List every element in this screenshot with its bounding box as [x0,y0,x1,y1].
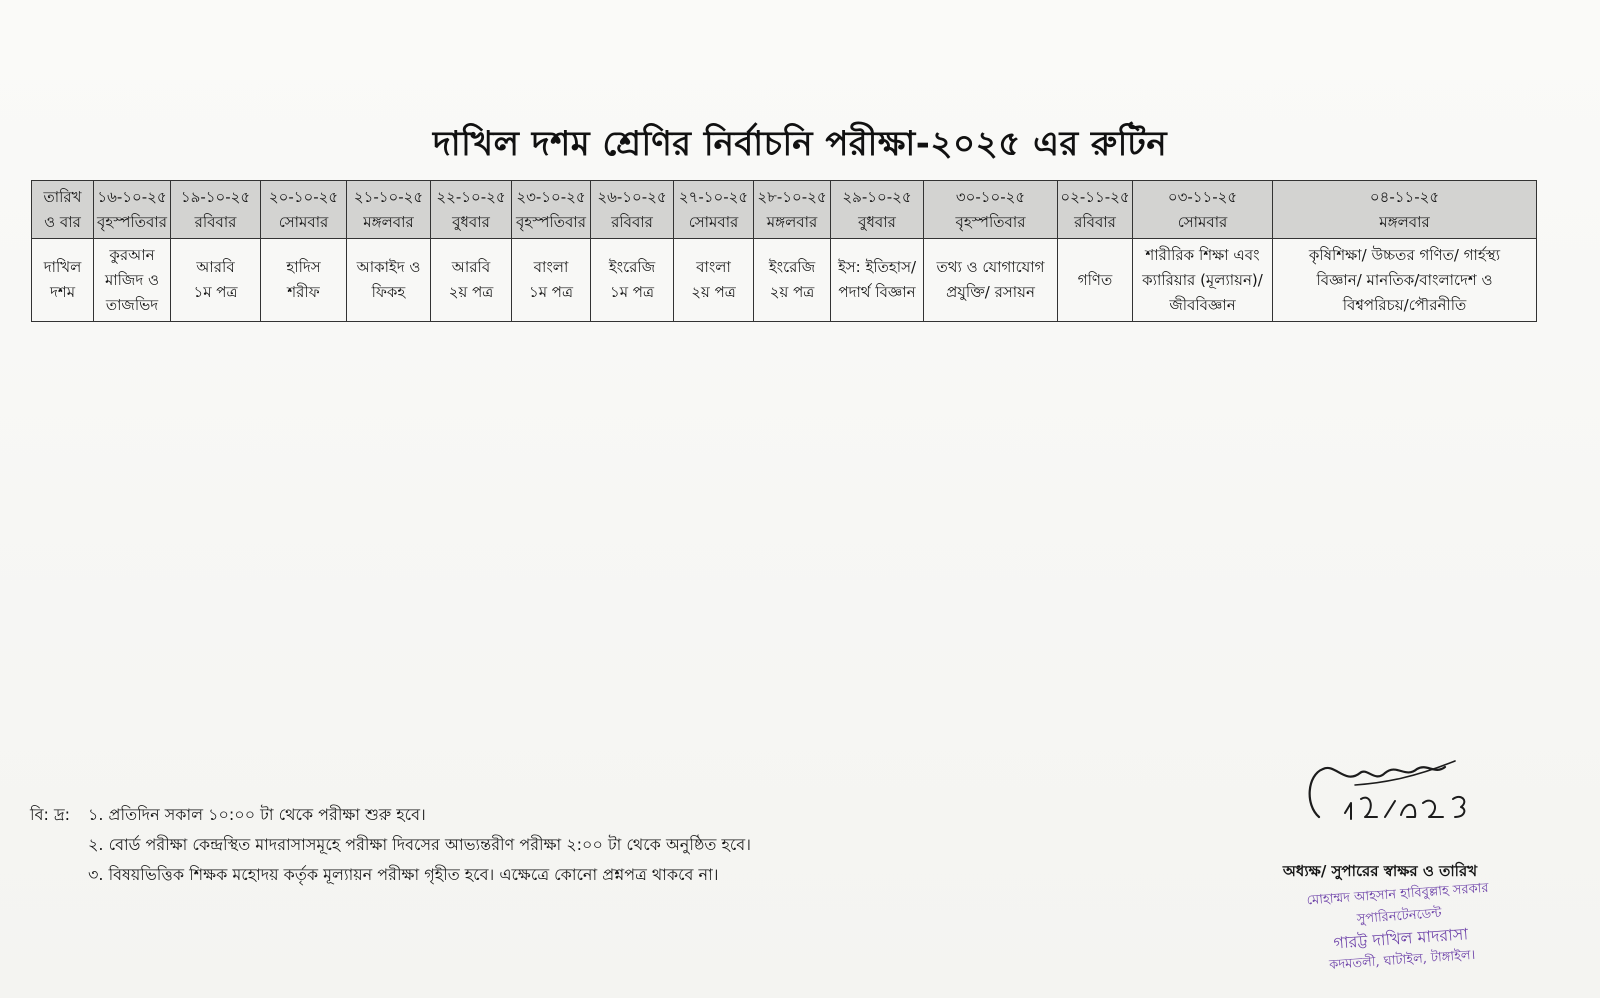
subject-line: হাদিস [286,258,321,276]
row-label-line: দশম [49,283,76,301]
note-item: ১. প্রতিদিন সকাল ১০:০০ টা থেকে পরীক্ষা শুরু হবে। [88,805,426,824]
subject-line: বিশ্বপরিচয়/পৌরনীতি [1342,295,1467,314]
exam-date: ৩০-১০-২৫ [955,187,1026,206]
exam-day: রবিবার [194,212,237,231]
subject-line: আরবি [196,258,235,276]
subject-cell [512,239,591,322]
subject-line: পদার্থ বিজ্ঞান [838,283,916,301]
exam-day: সোমবার [278,212,329,231]
exam-day: সোমবার [1177,212,1228,231]
row-label-cell [32,239,94,322]
subject-line: ফিকহ [371,283,406,301]
exam-date: ২৩-১০-২৫ [516,187,586,206]
subject-cell [1058,239,1133,322]
date-header-cell [1133,181,1273,239]
exam-day: মঙ্গলবার [1379,212,1430,231]
subject-line: ১ম পত্র [609,283,655,301]
subject-line: জীববিজ্ঞান [1169,295,1236,314]
notes-list [30,800,908,890]
subject-line: তথ্য ও যোগাযোগ [936,258,1045,276]
exam-day: বুধবার [452,212,490,231]
signature-caption: অধ্যক্ষ/ সুপারের স্বাক্ষর ও তারিখ [1282,862,1478,880]
subject-line: ক্যারিয়ার (মূল্যায়ন)/ [1142,270,1263,289]
subject-line: বাংলা [696,258,731,276]
subject-line: গণিত [1077,270,1113,289]
subject-cell [591,239,674,322]
subject-line: প্রযুক্তি/ রসায়ন [946,283,1035,301]
subject-line: শারীরিক শিক্ষা এবং [1145,245,1260,264]
exam-day: মঙ্গলবার [766,212,818,231]
official-stamp [1267,875,1533,981]
exam-date: ২১-১০-২৫ [353,187,424,206]
subject-cell [347,239,431,322]
subject-line: আকাইদ ও [356,258,421,276]
subject-line: ২য় পত্র [691,283,736,301]
subject-cell [674,239,754,322]
subject-cell [94,239,171,322]
notes-section [30,800,908,890]
exam-date: ০৩-১১-২৫ [1167,187,1238,206]
exam-day: রবিবার [1074,212,1116,231]
exam-date: ১৯-১০-২৫ [180,187,251,206]
exam-day: সোমবার [688,212,739,231]
subject-line: আরবি [451,258,491,276]
exam-date: ০২-১১-২৫ [1060,187,1130,206]
subject-line: ইংরেজি [608,258,656,276]
date-header-cell [512,181,591,239]
date-header-cell [347,181,431,239]
exam-date: ০৪-১১-২৫ [1369,187,1440,206]
subject-line: মাজিদ ও [104,270,160,289]
subject-line: বিজ্ঞান/ মানতিক/বাংলাদেশ ও [1316,270,1493,289]
date-header-cell [94,181,171,239]
date-header-cell [754,181,831,239]
exam-day: বৃহস্পতিবার [955,212,1026,231]
stamp-line: গারট্ট দাখিল মাদরাসা [1332,924,1469,953]
stamp-line: কদমতলী, ঘাটাইল, টাঙ্গাইল। [1328,947,1476,974]
subject-line: বাংলা [533,258,569,276]
exam-day: রবিবার [611,212,653,231]
exam-date: ২৭-১০-২৫ [678,187,749,206]
date-header-cell [924,181,1058,239]
subject-line: ২য় পত্র [448,283,494,301]
subject-cell [261,239,347,322]
subject-line: তাজভিদ [105,295,159,314]
exam-date: ২২-১০-২৫ [436,187,506,206]
subject-cell [431,239,512,322]
date-header-cell [674,181,754,239]
exam-date: ২৮-১০-২৫ [757,187,827,206]
exam-routine-table [31,180,1537,322]
exam-day: মঙ্গলবার [363,212,414,231]
date-header-cell [431,181,512,239]
table-row [32,239,1537,322]
row-label-line: দাখিল [43,258,82,276]
exam-day: বুধবার [858,212,896,231]
subject-cell [924,239,1058,322]
exam-date: ২৯-১০-২৫ [842,187,912,206]
page-title: দাখিল দশম শ্রেণির নির্বাচনি পরীক্ষা-২০২৫ এর রুটিন [432,124,1168,164]
subject-line: ২য় পত্র [769,283,815,301]
header-label-line: তারিখ [43,187,82,206]
date-header-cell [831,181,924,239]
exam-date: ২৬-১০-২৫ [597,187,667,206]
date-header-cell [171,181,261,239]
subject-line: ১ম পত্র [528,283,574,301]
subject-cell [754,239,831,322]
note-item: ৩. বিষয়ভিত্তিক শিক্ষক মহোদয় কর্তৃক মূল্যায়ন পরীক্ষা গৃহীত হবে। এক্ষেত্রে কোনো প্রশ্নপত্র থাকবে না। [88,865,719,884]
stamp-line: মোহাম্মদ আহসান হাবিবুল্লাহ সরকার [1306,880,1490,909]
subject-cell [171,239,261,322]
date-header-cell [1273,181,1537,239]
note-item: ২. বোর্ড পরীক্ষা কেন্দ্রস্থিত মাদরাসাসমূহে পরীক্ষা দিবসের আভ্যন্তরীণ পরীক্ষা ২:০০ টা থেকে অনুষ্ঠিত হবে। [88,835,751,854]
subject-cell [831,239,924,322]
header-label-cell [32,181,94,239]
header-label-line: ও বার [44,212,81,231]
exam-day: বৃহস্পতিবার [97,212,167,231]
subject-line: ইংরেজি [768,258,816,276]
subject-line: ইস: ইতিহাস/ [837,258,917,276]
table-header-row [32,181,1537,239]
date-header-cell [261,181,347,239]
date-header-cell [591,181,674,239]
subject-line: কৃষিশিক্ষা/ উচ্চতর গণিত/ গার্হস্থ্য [1308,245,1501,264]
subject-line: ১ম পত্র [193,283,238,301]
subject-line: কুরআন [109,245,155,264]
exam-date: ২০-১০-২৫ [268,187,339,206]
subject-line: শরীফ [287,283,320,301]
exam-day: বৃহস্পতিবার [516,212,586,231]
subject-cell [1133,239,1273,322]
stamp-line: সুপারিনটেনডেন্ট [1356,906,1443,927]
notes-label: বি: দ্র: [30,805,70,824]
handwritten-signature [1305,755,1505,845]
date-header-cell [1058,181,1133,239]
exam-date: ১৬-১০-২৫ [97,187,167,206]
subject-cell [1273,239,1537,322]
